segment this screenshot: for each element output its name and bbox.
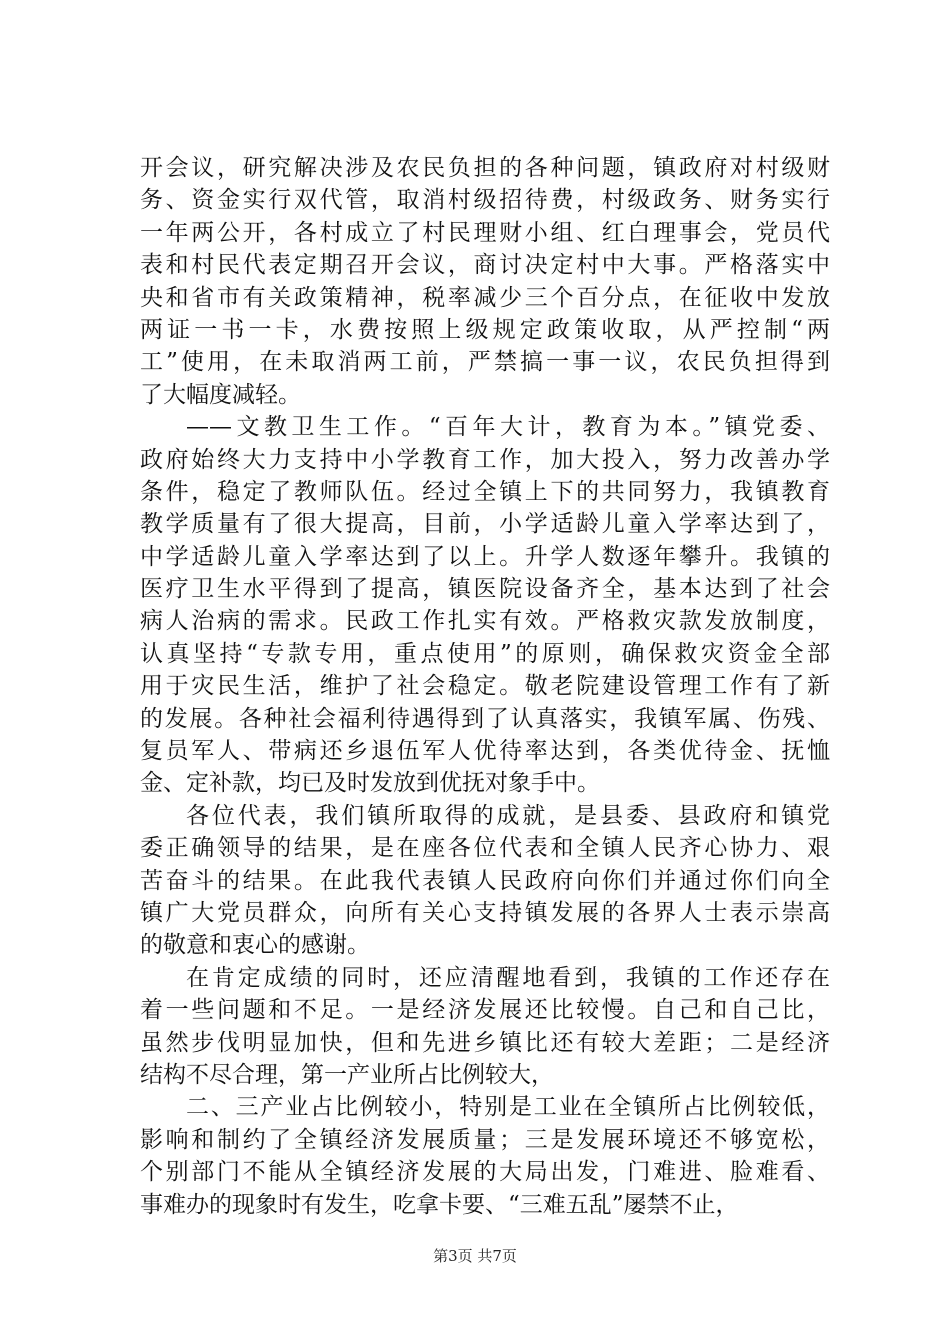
- text-line: 结构不尽合理，第一产业所占比例较大，: [140, 1061, 554, 1088]
- text-line: 影响和制约了全镇经济发展质量；三是发展环境还不够宽松，: [140, 1126, 830, 1153]
- text-line: 表和村民代表定期召开会议，商讨决定村中大事。严格落实中: [140, 252, 830, 279]
- text-line: 委正确领导的结果，是在座各位代表和全镇人民齐心协力、艰: [140, 835, 830, 862]
- text-line: 用于灾民生活，维护了社会稳定。敬老院建设管理工作有了新: [140, 673, 830, 700]
- text-line: 事难办的现象时有发生，吃拿卡要、“三难五乱”屡禁不止，: [140, 1191, 739, 1218]
- text-line: 教学质量有了很大提高，目前，小学适龄儿童入学率达到了，: [140, 511, 830, 538]
- text-line: 虽然步伐明显加快，但和先进乡镇比还有较大差距；二是经济: [140, 1029, 830, 1056]
- text-line: 条件，稳定了教师队伍。经过全镇上下的共同努力，我镇教育: [140, 478, 830, 505]
- paragraph: [140, 1091, 830, 1221]
- text-line: 中学适龄儿童入学率达到了以上。升学人数逐年攀升。我镇的: [140, 543, 830, 570]
- paragraph: [140, 800, 830, 962]
- text-line: 医疗卫生水平得到了提高，镇医院设备齐全，基本达到了社会: [140, 576, 830, 603]
- document-body: [140, 152, 830, 1221]
- text-line: 苦奋斗的结果。在此我代表镇人民政府向你们并通过你们向全: [140, 867, 830, 894]
- text-line: 个别部门不能从全镇经济发展的大局出发，门难进、脸难看、: [140, 1159, 830, 1186]
- text-line: 金、定补款，均已及时发放到优抚对象手中。: [140, 770, 600, 797]
- text-line: 的发展。各种社会福利待遇得到了认真落实，我镇军属、伤残、: [140, 705, 830, 732]
- text-line: 政府始终大力支持中小学教育工作，加大投入，努力改善办学: [140, 446, 830, 473]
- paragraph: [140, 152, 830, 411]
- page-footer: 第3页 共7页: [433, 1247, 517, 1265]
- text-line: 认真坚持“专款专用，重点使用”的原则，确保救灾资金全部: [140, 640, 830, 667]
- paragraph: [140, 962, 830, 1092]
- text-line: 的敬意和衷心的感谢。: [140, 932, 370, 959]
- text-line: 开会议，研究解决涉及农民负担的各种问题，镇政府对村级财: [140, 155, 830, 181]
- text-line: 一年两公开，各村成立了村民理财小组、红白理事会，党员代: [140, 219, 830, 246]
- text-line: 二、三产业占比例较小，特别是工业在全镇所占比例较低，: [186, 1094, 830, 1121]
- text-line: 各位代表，我们镇所取得的成就，是县委、县政府和镇党: [186, 802, 830, 829]
- text-line: 镇广大党员群众，向所有关心支持镇发展的各界人士表示崇高: [140, 899, 830, 926]
- text-line: 复员军人、带病还乡退伍军人优待率达到，各类优待金、抚恤: [140, 738, 830, 765]
- text-line: 两证一书一卡，水费按照上级规定政策收取，从严控制“两: [140, 316, 830, 343]
- text-line: 了大幅度减轻。: [140, 381, 301, 408]
- text-line: 央和省市有关政策精神，税率减少三个百分点，在征收中发放: [140, 284, 830, 311]
- text-line: 务、资金实行双代管，取消村级招待费，村级政务、财务实行: [140, 187, 830, 214]
- paragraph: [140, 411, 830, 800]
- text-line: ——文教卫生工作。“百年大计，教育为本。”镇党委、: [186, 414, 830, 441]
- text-line: 工”使用，在未取消两工前，严禁搞一事一议，农民负担得到: [140, 349, 830, 376]
- text-line: 在肯定成绩的同时，还应清醒地看到，我镇的工作还存在: [186, 964, 830, 991]
- text-line: 病人治病的需求。民政工作扎实有效。严格救灾款发放制度，: [140, 608, 830, 635]
- text-line: 着一些问题和不足。一是经济发展还比较慢。自己和自己比，: [140, 997, 830, 1024]
